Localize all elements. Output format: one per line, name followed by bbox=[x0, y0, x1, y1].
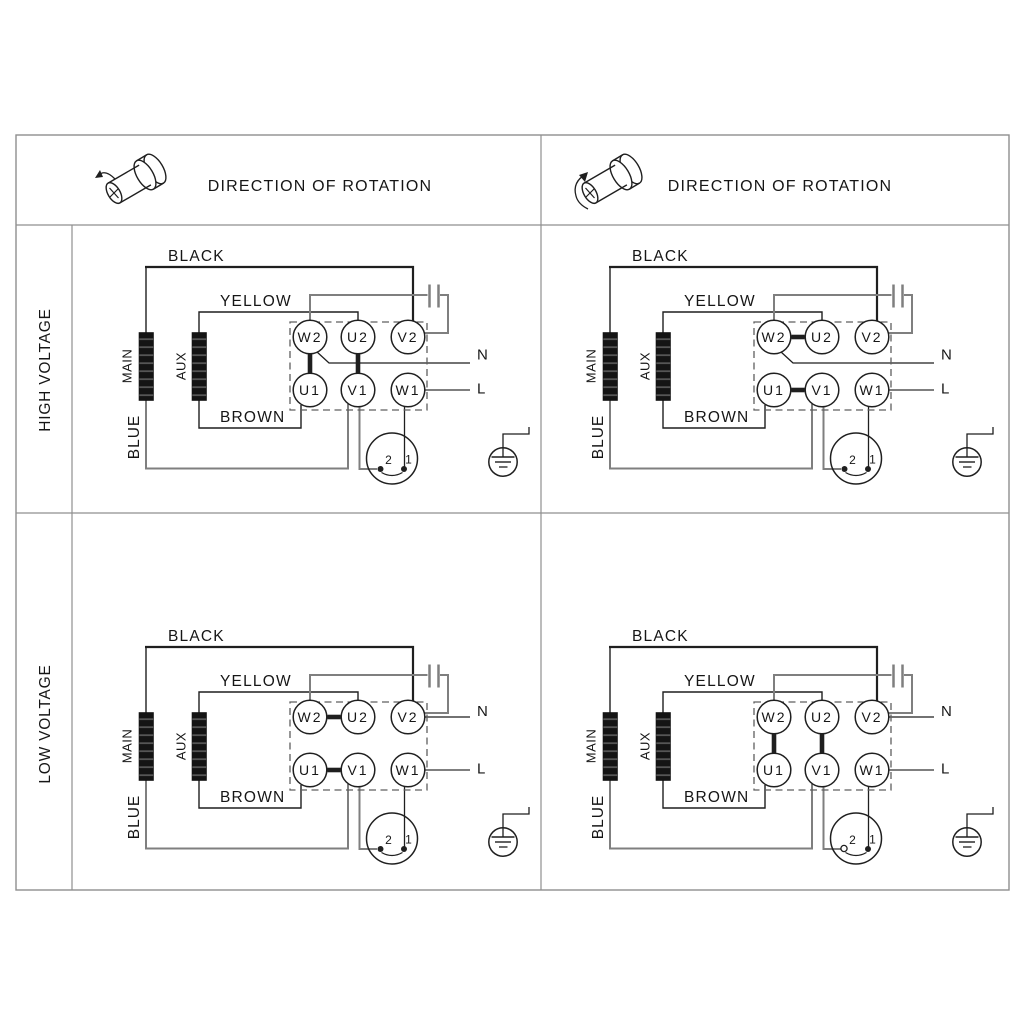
quadrant-high-voltage-right bbox=[584, 248, 994, 484]
wire-yellow bbox=[199, 312, 358, 333]
plug-face-arc bbox=[382, 853, 403, 856]
wire-yellow bbox=[663, 692, 822, 713]
plug-pin-2-label: 2 bbox=[385, 833, 392, 847]
main-winding-coil bbox=[603, 713, 618, 781]
ground-lead bbox=[503, 807, 529, 837]
line-label: L bbox=[477, 380, 486, 398]
shaft-top-edge bbox=[108, 165, 139, 183]
plug-pin-2-label: 2 bbox=[849, 453, 856, 467]
plug-pin-2-open bbox=[841, 845, 847, 851]
shaft-bottom-edge bbox=[596, 185, 627, 203]
wire-w2-to-capacitor bbox=[774, 675, 892, 701]
wire-neutral bbox=[781, 352, 935, 364]
aux-winding-coil bbox=[192, 333, 207, 401]
terminal-label-w1: W1 bbox=[395, 382, 421, 398]
winding-label-main: MAIN bbox=[119, 348, 135, 384]
shaft-top-edge bbox=[584, 165, 615, 183]
terminal-label-v1: V1 bbox=[347, 762, 369, 778]
rotation-arrowhead bbox=[579, 172, 588, 182]
row-label-high-voltage: HIGH VOLTAGE bbox=[37, 308, 54, 432]
wire-w2-to-capacitor bbox=[774, 295, 892, 321]
wire-label-brown: BROWN bbox=[684, 789, 750, 806]
plug-pin-1 bbox=[401, 466, 407, 472]
wire-w2-to-capacitor bbox=[310, 675, 428, 701]
plug-pin-2 bbox=[378, 466, 384, 472]
wire-v1-to-plug bbox=[824, 407, 842, 470]
neutral-label: N bbox=[941, 346, 952, 364]
terminal-label-v2: V2 bbox=[861, 329, 883, 345]
terminal-label-u2: U2 bbox=[347, 329, 369, 345]
line-label: L bbox=[941, 380, 950, 398]
wire-label-yellow: YELLOW bbox=[684, 293, 756, 310]
plug-pin-1-label: 1 bbox=[869, 832, 876, 847]
wire-label-brown: BROWN bbox=[220, 789, 286, 806]
terminal-label-u1: U1 bbox=[299, 762, 321, 778]
terminal-label-w2: W2 bbox=[297, 329, 323, 345]
plug-pin-2 bbox=[378, 846, 384, 852]
quadrant-low-voltage-left bbox=[120, 628, 530, 864]
plug-pin-1 bbox=[865, 846, 871, 852]
wire-label-yellow: YELLOW bbox=[684, 673, 756, 690]
terminal-label-u1: U1 bbox=[763, 382, 785, 398]
wire-label-yellow: YELLOW bbox=[220, 293, 292, 310]
aux-winding-coil bbox=[192, 713, 207, 781]
ground-lead bbox=[967, 427, 993, 457]
terminal-label-v1: V1 bbox=[811, 762, 833, 778]
wire-label-blue: BLUE bbox=[126, 794, 143, 840]
terminal-label-u1: U1 bbox=[299, 382, 321, 398]
wire-yellow bbox=[663, 312, 822, 333]
plug-pin-2-label: 2 bbox=[385, 453, 392, 467]
neutral-label: N bbox=[477, 346, 488, 364]
terminal-label-w2: W2 bbox=[761, 329, 787, 345]
plug-pin-1 bbox=[865, 466, 871, 472]
terminal-label-u1: U1 bbox=[763, 762, 785, 778]
motor-shaft-icon-right bbox=[575, 151, 646, 209]
terminal-label-u2: U2 bbox=[811, 709, 833, 725]
quadrant-low-voltage-right bbox=[584, 628, 994, 864]
line-label: L bbox=[477, 760, 486, 778]
plug-face-arc bbox=[382, 473, 403, 476]
wire-label-black: BLACK bbox=[168, 628, 225, 645]
wire-label-blue: BLUE bbox=[590, 794, 607, 840]
aux-winding-coil bbox=[656, 333, 671, 401]
wire-w2-to-capacitor bbox=[310, 295, 428, 321]
terminal-label-v1: V1 bbox=[811, 382, 833, 398]
neutral-label: N bbox=[477, 703, 488, 720]
aux-winding-coil bbox=[656, 713, 671, 781]
wire-label-blue: BLUE bbox=[590, 414, 607, 460]
winding-label-main: MAIN bbox=[583, 348, 599, 384]
terminal-label-w2: W2 bbox=[761, 709, 787, 725]
terminal-label-v2: V2 bbox=[397, 709, 419, 725]
winding-label-main: MAIN bbox=[583, 728, 599, 764]
wire-label-blue: BLUE bbox=[126, 414, 143, 460]
terminal-label-u2: U2 bbox=[347, 709, 369, 725]
main-winding-coil bbox=[139, 713, 154, 781]
plug-pin-1-label: 1 bbox=[405, 452, 412, 467]
plug-face-arc bbox=[846, 853, 867, 856]
wire-label-brown: BROWN bbox=[220, 409, 286, 426]
terminal-label-w1: W1 bbox=[395, 762, 421, 778]
wire-label-brown: BROWN bbox=[684, 409, 750, 426]
winding-label-aux: AUX bbox=[637, 731, 653, 761]
main-winding-coil bbox=[603, 333, 618, 401]
terminal-label-v2: V2 bbox=[861, 709, 883, 725]
wire-label-black: BLACK bbox=[168, 248, 225, 265]
wire-label-black: BLACK bbox=[632, 628, 689, 645]
wire-v1-to-plug bbox=[824, 787, 842, 850]
winding-label-aux: AUX bbox=[637, 351, 653, 381]
motor-shaft-icon-left bbox=[95, 151, 170, 206]
row-label-low-voltage: LOW VOLTAGE bbox=[37, 664, 54, 784]
line-label: L bbox=[941, 760, 950, 778]
terminal-label-w2: W2 bbox=[297, 709, 323, 725]
direction-of-rotation-title-right: DIRECTION OF ROTATION bbox=[667, 178, 893, 195]
rotation-arrowhead bbox=[95, 170, 103, 178]
winding-label-aux: AUX bbox=[173, 731, 189, 761]
terminal-label-w1: W1 bbox=[859, 382, 885, 398]
ground-lead bbox=[503, 427, 529, 457]
plug-pin-2-label: 2 bbox=[849, 833, 856, 847]
plug-pin-2 bbox=[842, 466, 848, 472]
terminal-label-w1: W1 bbox=[859, 762, 885, 778]
wire-label-black: BLACK bbox=[632, 248, 689, 265]
ground-lead bbox=[967, 807, 993, 837]
plug-pin-1-label: 1 bbox=[869, 452, 876, 467]
direction-of-rotation-title-left: DIRECTION OF ROTATION bbox=[207, 178, 433, 195]
wire-yellow bbox=[199, 692, 358, 713]
terminal-label-u2: U2 bbox=[811, 329, 833, 345]
quadrant-high-voltage-left bbox=[120, 248, 530, 484]
plug-face-arc bbox=[846, 473, 867, 476]
wire-label-yellow: YELLOW bbox=[220, 673, 292, 690]
wire-neutral bbox=[317, 352, 471, 364]
terminal-label-v2: V2 bbox=[397, 329, 419, 345]
plug-pin-1 bbox=[401, 846, 407, 852]
winding-label-main: MAIN bbox=[119, 728, 135, 764]
terminal-label-v1: V1 bbox=[347, 382, 369, 398]
wire-v1-to-plug bbox=[360, 407, 378, 470]
winding-label-aux: AUX bbox=[173, 351, 189, 381]
main-winding-coil bbox=[139, 333, 154, 401]
shaft-bottom-edge bbox=[120, 185, 151, 203]
wire-v1-to-plug bbox=[360, 787, 378, 850]
neutral-label: N bbox=[941, 703, 952, 720]
plug-pin-1-label: 1 bbox=[405, 832, 412, 847]
